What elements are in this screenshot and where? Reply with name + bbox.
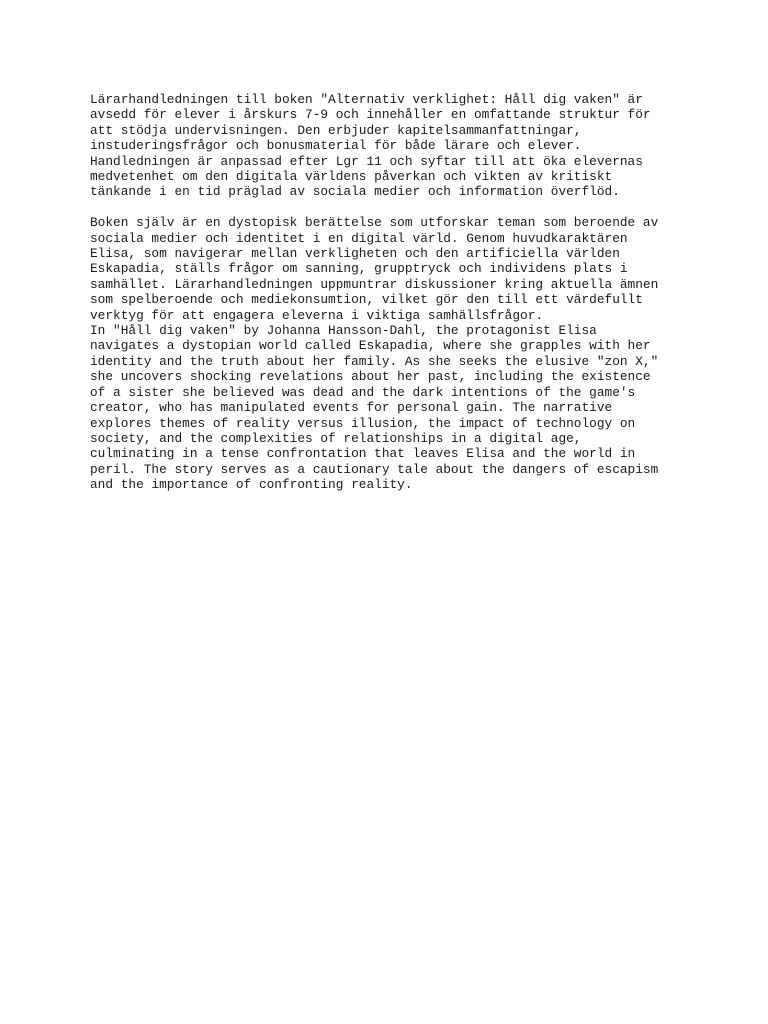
paragraph-spacer: [90, 200, 690, 215]
paragraph-swedish-intro: Lärarhandledningen till boken "Alternativ verklighet: Håll dig vaken" är avsedd för elever i årskurs 7-9 och innehåller en omfattande struktur för att stödja undervisningen. Den erbjuder kapitelsammanfattningar, instuderingsfrågor och bonusmaterial för både lärare och elever. Handledningen är anpassad efter Lgr 11 och syftar till att öka elevernas medvetenhet om den digitala världens påverkan och vikten av kritiskt tänkande i en tid präglad av sociala medier och information överflöd.: [90, 92, 651, 200]
paragraph-swedish-summary: Boken själv är en dystopisk berättelse som utforskar teman som beroende av sociala medier och identitet i en digital värld. Genom huvudkaraktären Elisa, som navigerar mellan verkligheten och den artificiella världen Eskapadia, ställs frågor om sanning, grupptryck och individens plats i samhället. Lärarhandledningen uppmuntrar diskussioner kring aktuella ämnen som spelberoende och mediekonsumtion, vilket gör den till ett värdefullt verktyg för att engagera eleverna i viktiga samhällsfrågor.: [90, 215, 659, 323]
document-body: [90, 92, 690, 493]
paragraph-english-summary: In "Håll dig vaken" by Johanna Hansson-Dahl, the protagonist Elisa navigates a dystopian world called Eskapadia, where she grapples with her identity and the truth about her family. As she seeks the elusive "zon X," she uncovers shocking revelations about her past, including the existence of a sister she believed was dead and the dark intentions of the game's creator, who has manipulated events for personal gain. The narrative explores themes of reality versus illusion, the impact of technology on society, and the complexities of relationships in a digital age, culminating in a tense confrontation that leaves Elisa and the world in peril. The story serves as a cautionary tale about the dangers of escapism and the importance of confronting reality.: [90, 323, 659, 493]
